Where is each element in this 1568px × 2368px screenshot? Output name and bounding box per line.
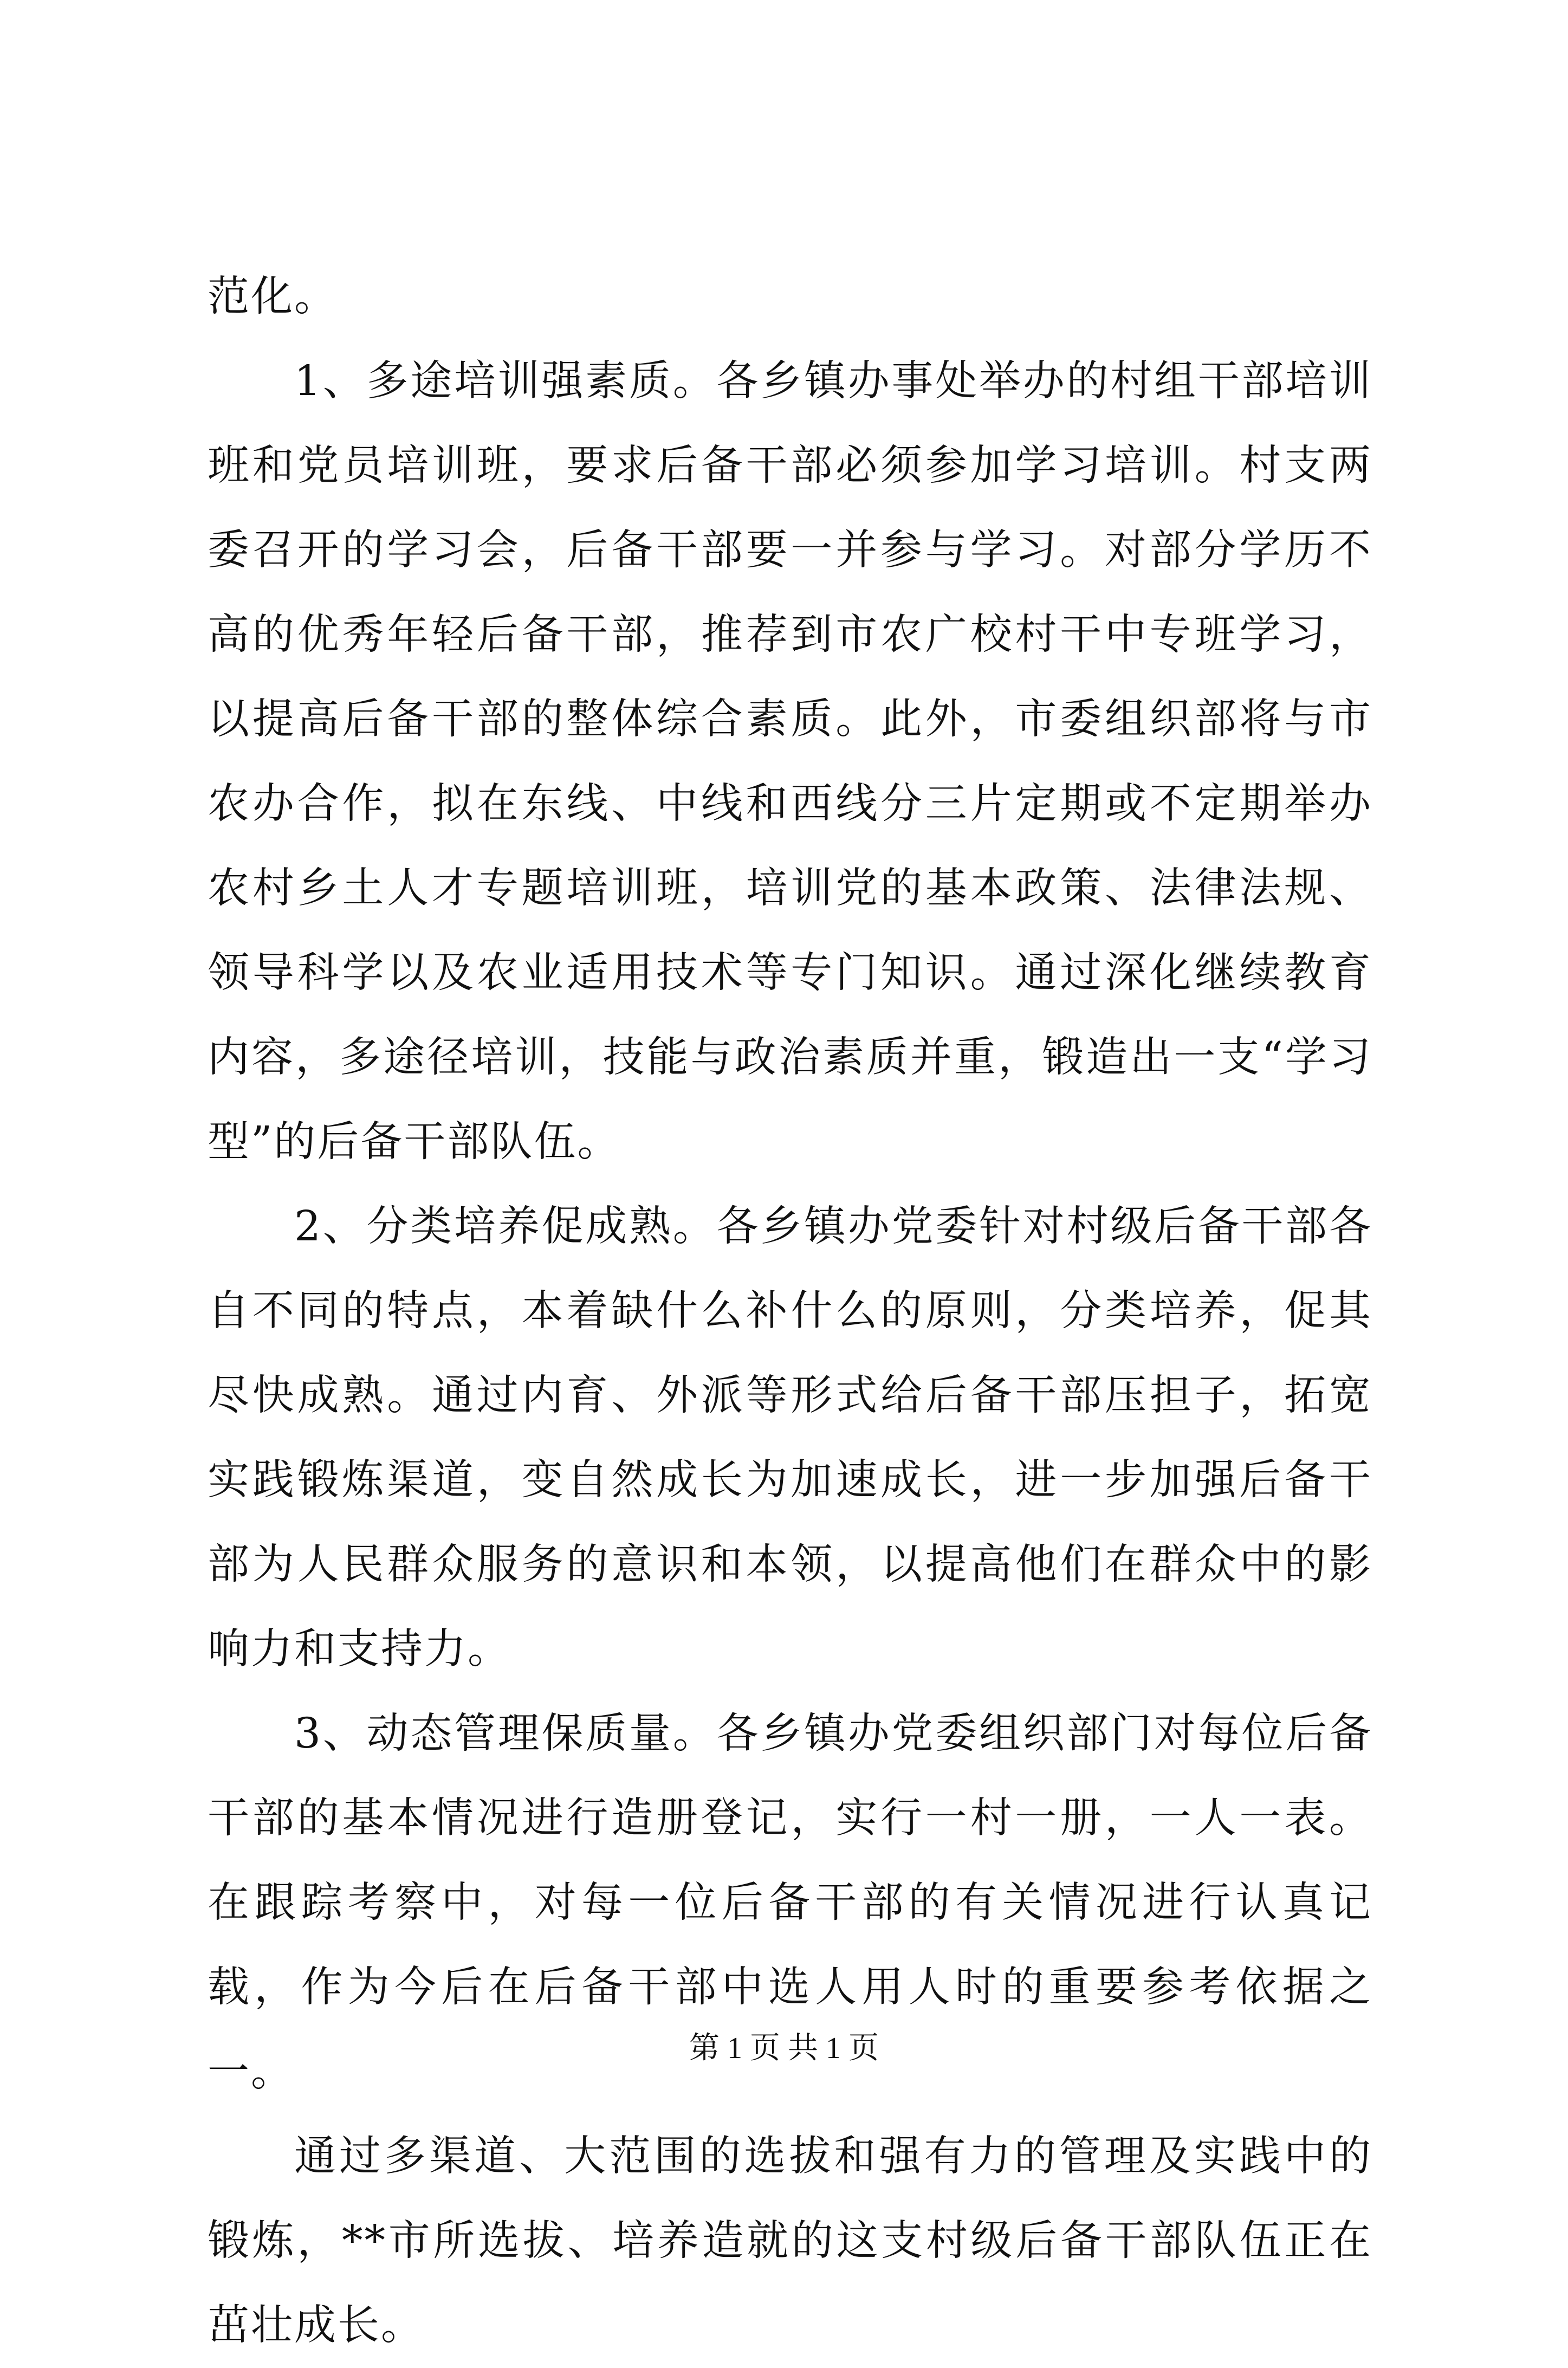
paragraph-multi-channel-training: 1、多途培训强素质。各乡镇办事处举办的村组干部培训班和党员培训班，要求后备干部必须参加学习培训。村支两委召开的学习会，后备干部要一并参与学习。对部分学历不高的优秀年轻后备干部，推荐到市农广校村干中专班学习，以提高后备干部的整体综合素质。此外，市委组织部将与市农办合作，拟在东线、中线和西线分三片定期或不定期举办农村乡土人才专题培训班，培训党的基本政策、法律法规、领导科学以及农业适用技术等专门知识。通过深化继续教育内容，多途径培训，技能与政治素质并重，锻造出一支“学习型”的后备干部队伍。: [208, 357, 1372, 1166]
paragraph-continuation: 范化。: [208, 273, 338, 321]
paragraph-categorized-cultivation: 2、分类培养促成熟。各乡镇办党委针对村级后备干部各自不同的特点，本着缺什么补什么的原则，分类培养，促其尽快成熟。通过内育、外派等形式给后备干部压担子，拓宽实践锻炼渠道，变自然成长为加速成长，进一步加强后备干部为人民群众服务的意识和本领，以提高他们在群众中的影响力和支持力。: [208, 1202, 1372, 1673]
page-number-label: 第 1 页 共 1 页: [689, 2031, 879, 2065]
paragraph-dynamic-management: 3、动态管理保质量。各乡镇办党委组织部门对每位后备干部的基本情况进行造册登记，实行一村一册，一人一表。在跟踪考察中，对每一位后备干部的有关情况进行认真记载，作为今后在后备干部中选人用人时的重要参考依据之一。: [208, 1710, 1372, 2096]
paragraph-conclusion: 通过多渠道、大范围的选拔和强有力的管理及实践中的锻炼，**市所选拔、培养造就的这支村级后备干部队伍正在茁壮成长。: [208, 2132, 1372, 2350]
page-footer: [0, 2027, 1568, 2070]
